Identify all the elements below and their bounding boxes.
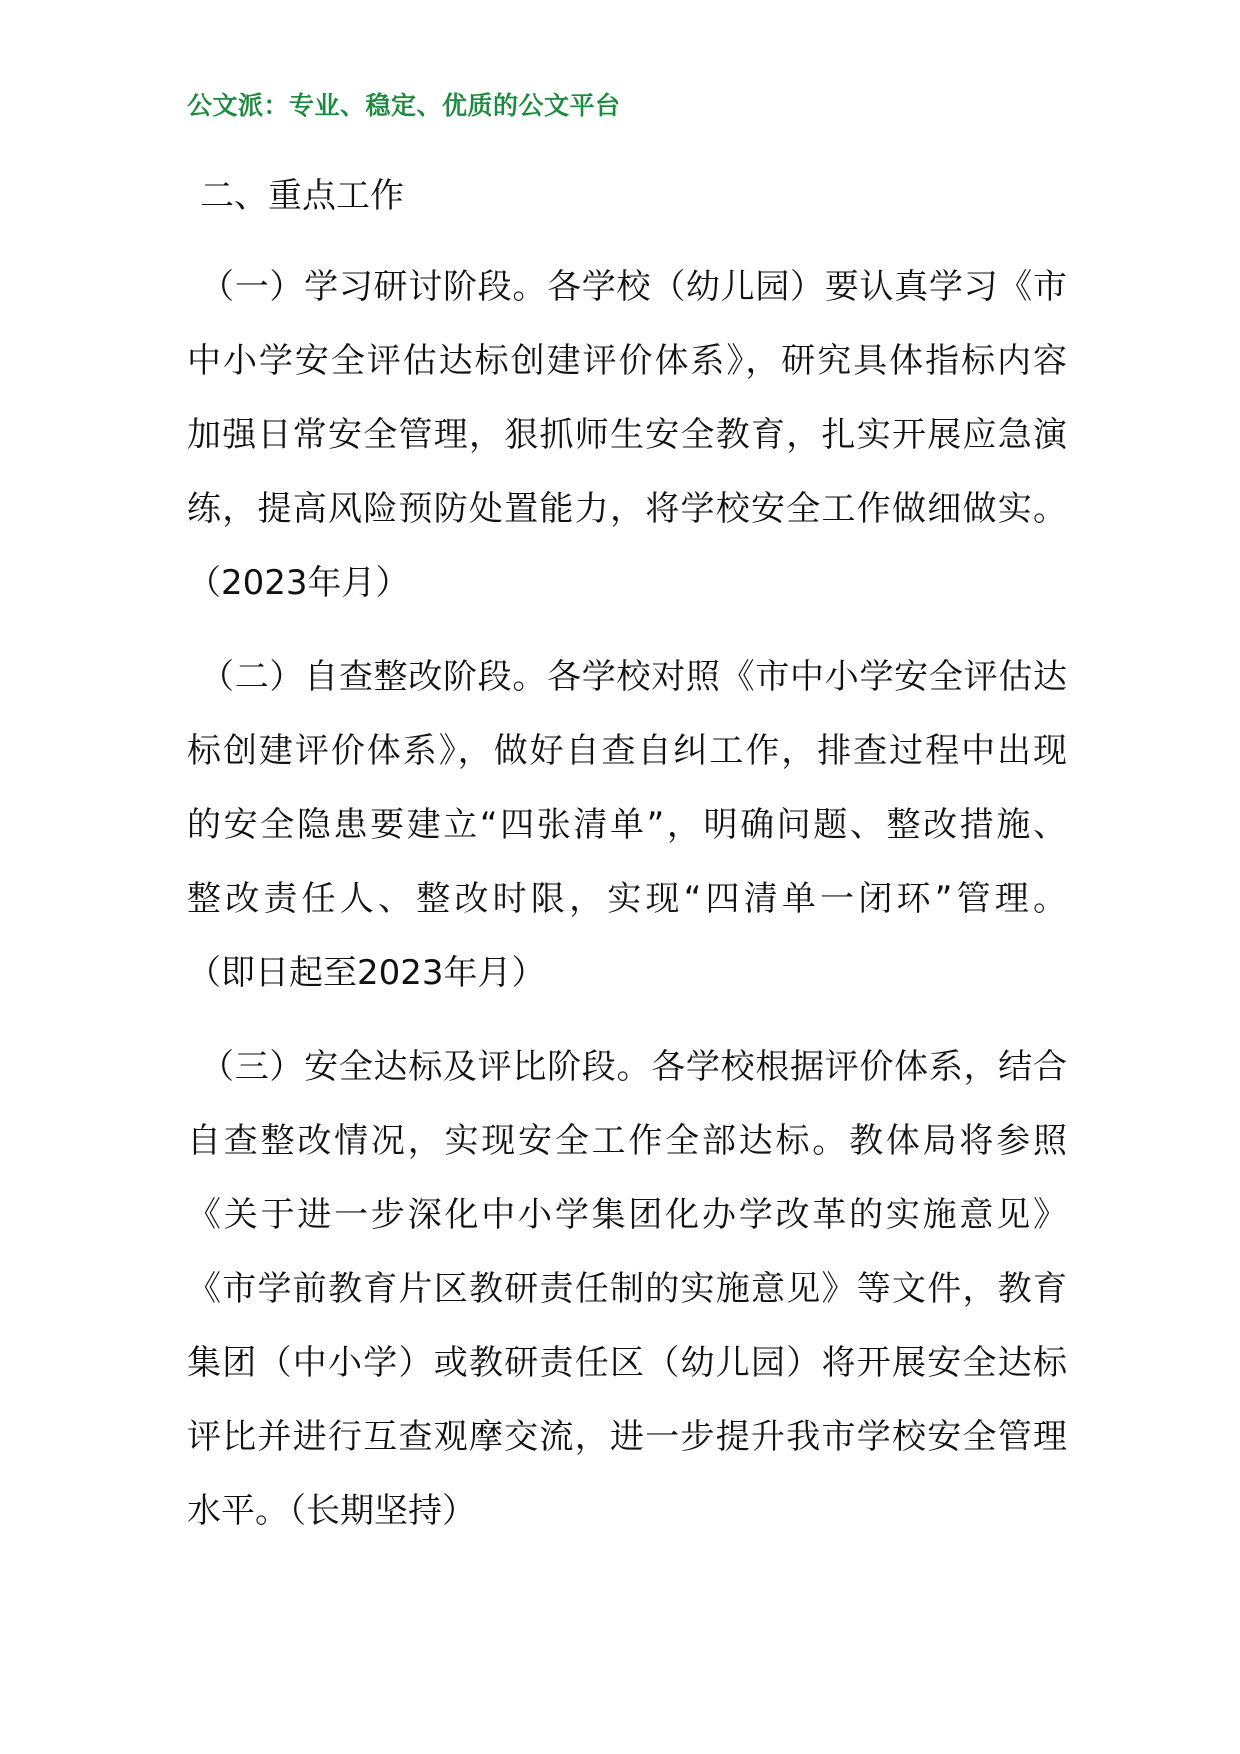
- paragraph-line: （2023年月）: [187, 563, 410, 603]
- paragraph-line: 的安全隐患要建立“四张清单”，明确问题、整改措施、: [187, 805, 1067, 845]
- paragraph-line: 自查整改情况，实现安全工作全部达标。教体局将参照: [187, 1121, 1067, 1161]
- paragraph-line: （三）安全达标及评比阶段。各学校根据评价体系，结合: [200, 1047, 1067, 1087]
- paragraph-line: 水平。（长期坚持）: [187, 1491, 476, 1531]
- paragraph-self-inspection-phase: [187, 640, 1067, 1010]
- paragraph-line: （一）学习研讨阶段。各学校（幼儿园）要认真学习《市: [200, 267, 1067, 307]
- paragraph-line: 《关于进一步深化中小学集团化办学改革的实施意见》: [187, 1195, 1067, 1235]
- paragraph-line: 加强日常安全管理，狠抓师生安全教育，扎实开展应急演: [187, 415, 1067, 455]
- paragraph-line: 练，提高风险预防处置能力，将学校安全工作做细做实。: [187, 489, 1067, 529]
- paragraph-line: 整改责任人、整改时限，实现“四清单一闭环”管理。: [187, 879, 1067, 919]
- section-heading: 二、重点工作: [200, 176, 404, 216]
- brand-header: 公文派：专业、稳定、优质的公文平台: [187, 91, 621, 120]
- paragraph-line: 评比并进行互查观摩交流，进一步提升我市学校安全管理: [187, 1417, 1067, 1457]
- paragraph-evaluation-phase: [187, 1030, 1067, 1548]
- paragraph-line: 中小学安全评估达标创建评价体系》，研究具体指标内容: [187, 341, 1067, 381]
- paragraph-line: （二）自查整改阶段。各学校对照《市中小学安全评估达: [200, 657, 1067, 697]
- paragraph-line: （即日起至2023年月）: [187, 953, 546, 993]
- paragraph-line: 集团（中小学）或教研责任区（幼儿园）将开展安全达标: [187, 1343, 1067, 1383]
- paragraph-line: 《市学前教育片区教研责任制的实施意见》等文件，教育: [187, 1269, 1067, 1309]
- paragraph-line: 标创建评价体系》，做好自查自纠工作，排查过程中出现: [187, 731, 1067, 771]
- paragraph-study-phase: [187, 250, 1067, 620]
